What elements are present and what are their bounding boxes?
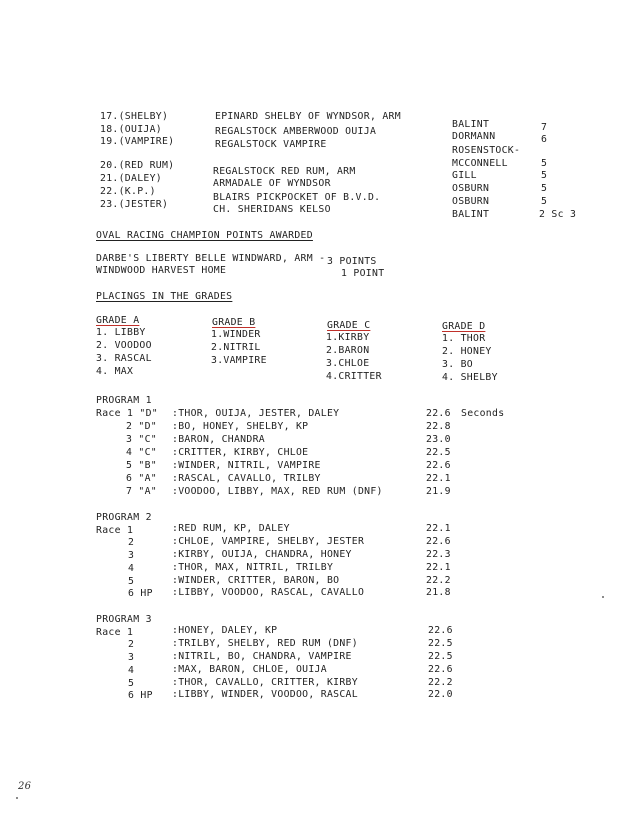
section-heading: OVAL RACING CHAMPION POINTS AWARDED [96, 230, 313, 241]
oval-dog-name: DARBE'S LIBERTY BELLE WINDWARD, ARM - [96, 253, 326, 264]
grade-title: GRADE D [442, 321, 486, 332]
grade-item: 2.NITRIL [211, 342, 261, 353]
race-entrants: :WINDER, CRITTER, BARON, BO [172, 575, 340, 586]
owner-score: 5 [541, 158, 548, 169]
race-time: 22.6 [426, 460, 451, 471]
entry-number: 21.(DALEY) [100, 173, 162, 184]
owner-name: ROSENSTOCK- [452, 145, 521, 156]
oval-dog-name: WINDWOOD HARVEST HOME [96, 265, 227, 276]
program-title: PROGRAM 1 [96, 395, 152, 406]
entry-name: REGALSTOCK AMBERWOOD OUIJA [215, 126, 377, 137]
owner-score: 5 [541, 170, 548, 181]
race-time: 22.0 [428, 689, 453, 700]
owner-score: 7 [541, 122, 548, 133]
grade-item: 4.CRITTER [326, 371, 382, 382]
race-label: 7 "A" [126, 486, 157, 497]
race-label: 6 HP [128, 690, 153, 701]
grade-item: 2. VOODOO [96, 340, 152, 351]
race-time: 22.3 [426, 549, 451, 560]
race-entrants: :VOODOO, LIBBY, MAX, RED RUM (DNF) [172, 486, 383, 497]
race-entrants: :THOR, OUIJA, JESTER, DALEY [172, 408, 340, 419]
race-time: 22.6 [426, 536, 451, 547]
owner-name: BALINT [452, 209, 490, 220]
race-time: 22.5 [426, 447, 451, 458]
race-time: 22.5 [428, 638, 453, 649]
oval-points: 1 POINT [341, 268, 385, 279]
race-entrants: :TRILBY, SHELBY, RED RUM (DNF) [172, 638, 358, 649]
owner-score: 6 [541, 134, 548, 145]
scan-speck [16, 797, 18, 799]
race-label: 2 [128, 537, 135, 548]
owner-name: MCCONNELL [452, 158, 508, 169]
race-time: 22.5 [428, 651, 453, 662]
grade-item: 3. RASCAL [96, 353, 152, 364]
entry-name: EPINARD SHELBY OF WYNDSOR, ARM [215, 111, 401, 122]
race-time: 22.8 [426, 421, 451, 432]
race-label: Race 1 [96, 627, 134, 638]
entry-number: 22.(K.P.) [100, 186, 156, 197]
program-title: PROGRAM 3 [96, 614, 152, 625]
race-label: 6 "A" [126, 473, 157, 484]
race-label: 4 [128, 563, 135, 574]
race-entrants: :HONEY, DALEY, KP [172, 625, 278, 636]
race-entrants: :KIRBY, OUIJA, CHANDRA, HONEY [172, 549, 352, 560]
race-entrants: :CHLOE, VAMPIRE, SHELBY, JESTER [172, 536, 365, 547]
race-label: Race 1 "D" [96, 408, 158, 419]
race-entrants: :NITRIL, BO, CHANDRA, VAMPIRE [172, 651, 352, 662]
program-title: PROGRAM 2 [96, 512, 152, 523]
page-number: 26 [18, 781, 32, 792]
entry-name: REGALSTOCK VAMPIRE [215, 139, 327, 150]
grade-title: GRADE B [212, 317, 256, 328]
owner-name: DORMANN [452, 131, 496, 142]
entry-number: 23.(JESTER) [100, 199, 169, 210]
grade-item: 2.BARON [326, 345, 370, 356]
owner-score: 5 [541, 196, 548, 207]
section-heading: PLACINGS IN THE GRADES [96, 291, 233, 302]
grade-title: GRADE A [96, 315, 140, 326]
race-entrants: :BARON, CHANDRA [172, 434, 265, 445]
race-label: 3 "C" [126, 434, 157, 445]
race-time: 21.9 [426, 486, 451, 497]
race-entrants: :LIBBY, VOODOO, RASCAL, CAVALLO [172, 587, 365, 598]
race-label: 6 HP [128, 588, 153, 599]
grade-item: 3.VAMPIRE [211, 355, 267, 366]
entry-number: 19.(VAMPIRE) [100, 136, 175, 147]
entry-number: 18.(OUIJA) [100, 124, 162, 135]
grade-item: 1.KIRBY [326, 332, 370, 343]
race-label: 5 "B" [126, 460, 157, 471]
race-entrants: :THOR, MAX, NITRIL, TRILBY [172, 562, 334, 573]
grade-title: GRADE C [327, 320, 371, 331]
race-time: 22.1 [426, 523, 451, 534]
race-label: 2 [128, 639, 135, 650]
grade-item: 4. MAX [96, 366, 134, 377]
owner-name: BALINT [452, 119, 490, 130]
race-time: 22.2 [426, 575, 451, 586]
entry-name: BLAIRS PICKPOCKET OF B.V.D. [213, 192, 381, 203]
race-time: 22.1 [426, 562, 451, 573]
race-entrants: :MAX, BARON, CHLOE, OUIJA [172, 664, 327, 675]
race-time: 22.6 [428, 625, 453, 636]
grade-item: 2. HONEY [442, 346, 492, 357]
race-label: Race 1 [96, 525, 134, 536]
race-time: 22.6 [426, 408, 451, 419]
entry-name: ARMADALE OF WYNDSOR [213, 178, 331, 189]
race-time: 22.2 [428, 677, 453, 688]
entry-number: 20.(RED RUM) [100, 160, 175, 171]
owner-name: GILL [452, 170, 477, 181]
race-time: 23.0 [426, 434, 451, 445]
race-time: 22.6 [428, 664, 453, 675]
grade-item: 3. BO [442, 359, 473, 370]
owner-score: 2 Sc 3 [539, 209, 577, 220]
grade-item: 4. SHELBY [442, 372, 498, 383]
grade-item: 1. LIBBY [96, 327, 146, 338]
entry-name: REGALSTOCK RED RUM, ARM [213, 166, 356, 177]
entry-number: 17.(SHELBY) [100, 111, 169, 122]
race-time-unit: Seconds [461, 408, 505, 419]
race-label: 3 [128, 652, 135, 663]
owner-name: OSBURN [452, 196, 490, 207]
race-label: 5 [128, 678, 135, 689]
grade-item: 1.WINDER [211, 329, 261, 340]
race-entrants: :LIBBY, WINDER, VOODOO, RASCAL [172, 689, 358, 700]
grade-item: 3.CHLOE [326, 358, 370, 369]
entry-name: CH. SHERIDANS KELSO [213, 204, 331, 215]
race-entrants: :CRITTER, KIRBY, CHLOE [172, 447, 309, 458]
race-entrants: :THOR, CAVALLO, CRITTER, KIRBY [172, 677, 358, 688]
scan-speck [602, 596, 604, 598]
race-entrants: :WINDER, NITRIL, VAMPIRE [172, 460, 321, 471]
race-label: 2 "D" [126, 421, 157, 432]
race-label: 3 [128, 550, 135, 561]
race-entrants: :RASCAL, CAVALLO, TRILBY [172, 473, 321, 484]
race-label: 4 [128, 665, 135, 676]
owner-name: OSBURN [452, 183, 490, 194]
race-entrants: :RED RUM, KP, DALEY [172, 523, 290, 534]
race-time: 22.1 [426, 473, 451, 484]
race-time: 21.8 [426, 587, 451, 598]
oval-points: 3 POINTS [327, 256, 377, 267]
owner-score: 5 [541, 183, 548, 194]
race-label: 5 [128, 576, 135, 587]
grade-item: 1. THOR [442, 333, 486, 344]
race-label: 4 "C" [126, 447, 157, 458]
race-entrants: :BO, HONEY, SHELBY, KP [172, 421, 309, 432]
